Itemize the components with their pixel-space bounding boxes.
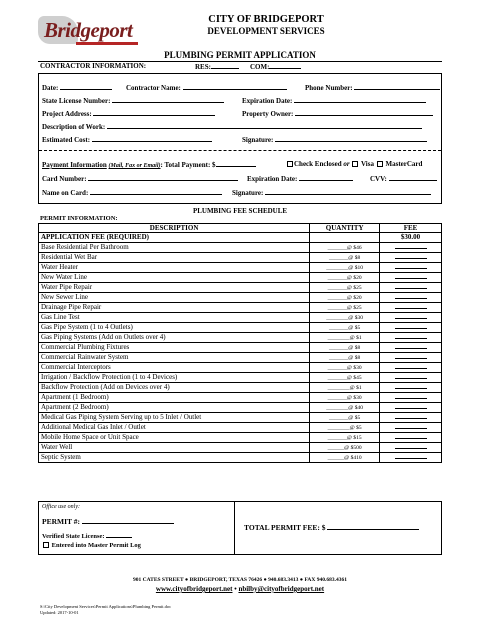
fee-row-quantity[interactable] — [310, 272, 380, 282]
fee-row-quantity[interactable] — [310, 312, 380, 322]
project-address-label: Project Address: — [42, 110, 92, 118]
phone-field[interactable] — [305, 83, 440, 92]
fee-row-description: Medical Gas Piping System Serving up to 5 Inlet / Outlet — [39, 412, 310, 422]
fee-row — [39, 372, 442, 382]
fee-row-description: Additional Medical Gas Inlet / Outlet — [39, 422, 310, 432]
contractor-info-box — [38, 73, 442, 204]
total-permit-fee-label: TOTAL PERMIT FEE: $ — [244, 523, 326, 532]
fee-row-quantity[interactable] — [310, 322, 380, 332]
card-number-label: Card Number: — [42, 175, 87, 183]
signature-field[interactable] — [242, 135, 427, 144]
fee-row-quantity-text: _______@ $5 — [329, 324, 361, 331]
fee-row-quantity[interactable] — [310, 332, 380, 342]
fee-row-quantity[interactable] — [310, 442, 380, 452]
fee-row-description: New Water Line — [39, 272, 310, 282]
fee-row-quantity-text: _______@ $45 — [327, 374, 362, 381]
contractor-name-label: Contractor Name: — [126, 84, 181, 92]
email-link[interactable]: nbilby@cityofbridgeport.net — [238, 585, 325, 593]
fee-row-description: Gas Pipe System (1 to 4 Outlets) — [39, 322, 310, 332]
fee-row-description: Base Residential Per Bathroom — [39, 242, 310, 252]
name-on-card-blank[interactable] — [90, 188, 222, 195]
check-enclosed-checkbox[interactable] — [287, 161, 293, 167]
fee-row-fee[interactable] — [380, 382, 442, 392]
fee-row-fee[interactable] — [380, 372, 442, 382]
fee-row-fee[interactable] — [380, 412, 442, 422]
office-use-label: Office use only: — [42, 504, 80, 510]
fee-row — [39, 282, 442, 292]
fee-row — [39, 392, 442, 402]
card-signature-field[interactable] — [232, 188, 431, 197]
permit-info-label: PERMIT INFORMATION: — [40, 215, 118, 222]
fee-row — [39, 292, 442, 302]
visa-checkbox[interactable] — [352, 161, 358, 167]
fee-row-description: Water Heater — [39, 262, 310, 272]
form-title: PLUMBING PERMIT APPLICATION — [38, 50, 442, 62]
fee-row-fee[interactable] — [380, 312, 442, 322]
city-title: CITY OF BRIDGEPORT — [208, 14, 324, 25]
property-owner-blank[interactable] — [295, 109, 433, 116]
card-number-blank[interactable] — [88, 174, 238, 181]
fee-row-quantity[interactable] — [310, 372, 380, 382]
fee-row-description: Apartment (2 Bedroom) — [39, 402, 310, 412]
fee-row — [39, 312, 442, 322]
fee-row — [39, 362, 442, 372]
application-fee-label: APPLICATION FEE (REQUIRED) — [39, 233, 310, 243]
fee-row-quantity-text: ________@ $10 — [326, 264, 363, 271]
fee-row-fee-blank[interactable] — [395, 443, 427, 449]
logo-underline — [76, 42, 138, 45]
permit-number-blank[interactable] — [82, 517, 174, 524]
fee-row — [39, 382, 442, 392]
fee-row-description: Drainage Pipe Repair — [39, 302, 310, 312]
contractor-label: CONTRACTOR INFORMATION: — [40, 62, 147, 70]
fee-row-fee-blank[interactable] — [395, 273, 427, 279]
card-number-field[interactable] — [42, 174, 238, 183]
fee-row-fee-blank[interactable] — [395, 303, 427, 309]
fee-row — [39, 422, 442, 432]
fee-row-description: Residential Wet Bar — [39, 252, 310, 262]
application-fee-qty — [310, 233, 380, 243]
application-fee-row — [39, 233, 442, 243]
fee-row-fee-blank[interactable] — [395, 313, 427, 319]
master-log-label: Entered into Master Permit Log — [51, 542, 141, 549]
fee-row-quantity[interactable] — [310, 402, 380, 412]
visa-label: Visa — [361, 160, 374, 168]
fee-row — [39, 242, 442, 252]
row-project — [42, 109, 440, 118]
verified-license-field[interactable] — [42, 531, 132, 540]
footer-contact — [0, 585, 480, 593]
fee-row — [39, 332, 442, 342]
fee-row-quantity[interactable] — [310, 292, 380, 302]
fee-row-fee-blank[interactable] — [395, 343, 427, 349]
fee-row — [39, 252, 442, 262]
fee-row-quantity-text: ______@ $410 — [327, 454, 362, 461]
payment-label: Payment Information — [42, 161, 107, 169]
fee-row-description: Gas Piping Systems (Add on Outlets over 4) — [39, 332, 310, 342]
row-date-contractor — [42, 83, 440, 92]
office-use-box — [38, 501, 442, 555]
department-title: DEVELOPMENT SERVICES — [207, 26, 325, 36]
fee-row-quantity[interactable] — [310, 362, 380, 372]
office-box-divider — [234, 502, 235, 554]
fee-row-quantity-text: _______@ $30 — [327, 394, 362, 401]
fee-row-description: Septic System — [39, 452, 310, 462]
permit-number-field[interactable] — [42, 517, 174, 526]
row-license — [42, 96, 440, 105]
fee-row-fee[interactable] — [380, 432, 442, 442]
fee-row-quantity-text: ________@ $5 — [327, 424, 362, 431]
fee-row-fee-blank[interactable] — [395, 393, 427, 399]
license-label: State License Number: — [42, 97, 111, 105]
fee-row — [39, 322, 442, 332]
fee-row-fee[interactable] — [380, 282, 442, 292]
fee-row-quantity[interactable] — [310, 452, 380, 462]
contractor-header — [40, 62, 440, 70]
fee-row-quantity[interactable] — [310, 242, 380, 252]
signature-label: Signature: — [242, 136, 274, 144]
name-on-card-label: Name on Card: — [42, 189, 89, 197]
fee-row-quantity-text: _______@ $20 — [327, 274, 362, 281]
fee-row-quantity[interactable] — [310, 422, 380, 432]
fee-row — [39, 352, 442, 362]
card-signature-blank[interactable] — [265, 188, 431, 195]
date-label: Date: — [42, 84, 59, 92]
fee-row-description: Commercial Interceptors — [39, 362, 310, 372]
com-field[interactable] — [250, 62, 301, 71]
card-signature-label: Signature: — [232, 189, 264, 197]
estimated-cost-label: Estimated Cost: — [42, 136, 91, 144]
fee-row-quantity[interactable] — [310, 252, 380, 262]
fee-row-quantity-text: _______@ $46 — [327, 244, 362, 251]
fee-row-quantity-text: _______@ $20 — [327, 294, 362, 301]
fee-row-quantity-text: _______@ $25 — [327, 304, 362, 311]
mastercard-label: MasterCard — [385, 160, 423, 168]
fee-row-quantity-text: _______@ $30 — [327, 364, 362, 371]
total-payment-label: : Total Payment: $ — [160, 161, 216, 169]
property-owner-field[interactable] — [242, 109, 433, 118]
fee-row-fee-blank[interactable] — [395, 373, 427, 379]
or-label: or — [343, 160, 350, 168]
footer-separator: • — [234, 585, 237, 593]
fee-row-fee-blank[interactable] — [395, 423, 427, 429]
fee-row-fee[interactable] — [380, 352, 442, 362]
header-titles — [0, 14, 480, 37]
file-path — [40, 604, 171, 615]
fee-row-quantity-text: ________@ $1 — [327, 384, 362, 391]
fee-row-quantity-text: _______@ $25 — [327, 284, 362, 291]
fee-row-fee[interactable] — [380, 322, 442, 332]
description-field[interactable] — [42, 122, 422, 131]
fee-row-fee-blank[interactable] — [395, 293, 427, 299]
property-owner-label: Property Owner: — [242, 110, 294, 118]
master-log-field[interactable] — [42, 542, 141, 549]
fee-row-description: Commercial Rainwater System — [39, 352, 310, 362]
application-fee-amount: $30.00 — [380, 233, 442, 243]
row-payment — [42, 160, 440, 169]
total-permit-fee-blank[interactable] — [327, 523, 419, 530]
fee-row — [39, 342, 442, 352]
fee-row-fee[interactable] — [380, 272, 442, 282]
fee-row-fee-blank[interactable] — [395, 253, 427, 259]
verified-license-label: Verified State License: — [42, 533, 105, 540]
payment-options — [286, 160, 422, 168]
fee-row — [39, 302, 442, 312]
license-blank[interactable] — [112, 96, 224, 103]
row-card — [42, 174, 440, 183]
fee-row — [39, 452, 442, 462]
fee-row-quantity[interactable] — [310, 352, 380, 362]
fee-row-fee-blank[interactable] — [395, 263, 427, 269]
expiration-blank[interactable] — [294, 96, 426, 103]
fee-row-quantity-text: _______@ $15 — [327, 434, 362, 441]
fee-row-fee-blank[interactable] — [395, 363, 427, 369]
description-label: Description of Work: — [42, 123, 106, 131]
fee-row-fee-blank[interactable] — [395, 283, 427, 289]
cvv-blank[interactable] — [389, 174, 437, 181]
dashed-separator — [39, 150, 441, 151]
row-cost — [42, 135, 440, 144]
mastercard-checkbox[interactable] — [377, 161, 383, 167]
contractor-name-field[interactable] — [126, 83, 287, 92]
website-link[interactable]: www.cityofbridgeport.net — [155, 585, 233, 593]
fee-row-fee[interactable] — [380, 392, 442, 402]
row-name-on-card — [42, 188, 440, 197]
fee-row-description: Gas Line Test — [39, 312, 310, 322]
fee-row-fee[interactable] — [380, 402, 442, 412]
fee-row-fee[interactable] — [380, 422, 442, 432]
fee-table-header — [39, 224, 442, 233]
date-blank[interactable] — [60, 83, 112, 90]
expiration-label: Expiration Date: — [242, 97, 293, 105]
estimated-cost-field[interactable] — [42, 135, 212, 144]
res-blank[interactable] — [211, 62, 239, 69]
license-field[interactable] — [42, 96, 224, 105]
fee-row-quantity-text: ________@ $30 — [326, 314, 363, 321]
card-expiration-blank[interactable] — [299, 174, 353, 181]
fee-row-fee[interactable] — [380, 362, 442, 372]
fee-row-description: Commercial Plumbing Fixtures — [39, 342, 310, 352]
col-description: DESCRIPTION — [39, 224, 310, 233]
phone-label: Phone Number: — [305, 84, 353, 92]
card-expiration-field[interactable] — [247, 174, 353, 183]
logo-wordmark: Bridgeport — [44, 18, 133, 42]
verified-license-blank[interactable] — [106, 531, 132, 538]
updated-text: Updated: 2017-10-01 — [40, 609, 79, 615]
fee-row-quantity[interactable] — [310, 302, 380, 312]
fee-row-fee-blank[interactable] — [395, 403, 427, 409]
fee-row-quantity-text: ________@ $1 — [327, 334, 362, 341]
fee-row-fee[interactable] — [380, 452, 442, 462]
fee-row-fee[interactable] — [380, 342, 442, 352]
project-address-blank[interactable] — [93, 109, 215, 116]
row-description — [42, 122, 440, 131]
description-blank[interactable] — [107, 122, 422, 129]
permit-number-label: PERMIT #: — [42, 517, 80, 526]
project-address-field[interactable] — [42, 109, 215, 118]
total-permit-fee-field[interactable] — [244, 523, 419, 532]
cvv-field[interactable] — [370, 174, 437, 183]
fee-row-fee-blank[interactable] — [395, 383, 427, 389]
fee-row-description: Water Well — [39, 442, 310, 452]
fee-row-fee-blank[interactable] — [395, 433, 427, 439]
phone-blank[interactable] — [354, 83, 440, 90]
total-payment-blank[interactable] — [216, 160, 256, 167]
signature-blank[interactable] — [275, 135, 427, 142]
fee-row-fee[interactable] — [380, 302, 442, 312]
fee-row-quantity[interactable] — [310, 382, 380, 392]
fee-schedule-title: PLUMBING FEE SCHEDULE — [192, 207, 288, 215]
fee-row — [39, 442, 442, 452]
col-fee: FEE — [380, 224, 442, 233]
fee-row-fee[interactable] — [380, 252, 442, 262]
date-field[interactable] — [42, 83, 112, 92]
fee-row-description: Irrigation / Backflow Protection (1 to 4 Devices) — [39, 372, 310, 382]
fee-row-fee[interactable] — [380, 242, 442, 252]
fee-row — [39, 262, 442, 272]
fee-row-description: Backflow Protection (Add on Devices over 4) — [39, 382, 310, 392]
fee-row-quantity[interactable] — [310, 432, 380, 442]
fee-row-quantity[interactable] — [310, 392, 380, 402]
fee-row-fee-blank[interactable] — [395, 323, 427, 329]
fee-row-quantity-text: ________@ $40 — [326, 404, 363, 411]
fee-row-quantity[interactable] — [310, 262, 380, 272]
fee-row-description: Water Pipe Repair — [39, 282, 310, 292]
fee-row-quantity[interactable] — [310, 412, 380, 422]
fee-row-quantity-text: ______@ $500 — [327, 444, 362, 451]
footer-address: 901 CATES STREET ● BRIDGEPORT, TEXAS 76426 ● 940.683.3413 ● FAX 940.683.4361 — [132, 577, 347, 583]
file-path-text: S:\City Development Services\Permit Applications\Plumbing Permit.doc — [40, 604, 172, 609]
fee-row-quantity[interactable] — [310, 282, 380, 292]
fee-row-description: Apartment (1 Bedroom) — [39, 392, 310, 402]
fee-row-fee-blank[interactable] — [395, 243, 427, 249]
fee-row-fee-blank[interactable] — [395, 333, 427, 339]
fee-row — [39, 432, 442, 442]
col-quantity: QUANTITY — [310, 224, 380, 233]
com-blank[interactable] — [269, 62, 301, 69]
master-log-checkbox[interactable] — [43, 542, 49, 548]
contractor-name-blank[interactable] — [183, 83, 287, 90]
fee-row — [39, 402, 442, 412]
res-field[interactable] — [195, 62, 239, 71]
fee-row-fee-blank[interactable] — [395, 413, 427, 419]
res-label: RES: — [195, 63, 211, 71]
fee-row-fee-blank[interactable] — [395, 453, 427, 459]
fee-row-description: Mobile Home Space or Unit Space — [39, 432, 310, 442]
fee-row-fee[interactable] — [380, 442, 442, 452]
fee-row-fee-blank[interactable] — [395, 353, 427, 359]
estimated-cost-blank[interactable] — [92, 135, 212, 142]
fee-row-fee[interactable] — [380, 292, 442, 302]
fee-row — [39, 272, 442, 282]
fee-row-quantity-text: _______@ $5 — [329, 414, 361, 421]
payment-info — [42, 160, 256, 169]
fee-row-fee[interactable] — [380, 262, 442, 272]
fee-row-description: New Sewer Line — [39, 292, 310, 302]
cvv-label: CVV: — [370, 175, 387, 183]
fee-table — [38, 223, 442, 463]
card-expiration-label: Expiration Date: — [247, 175, 298, 183]
check-enclosed-label: Check Enclosed — [294, 160, 342, 168]
fee-row-fee[interactable] — [380, 332, 442, 342]
fee-row-quantity-text: _______@ $8 — [329, 354, 361, 361]
fee-row — [39, 412, 442, 422]
com-label: COM: — [250, 63, 270, 71]
fee-row-quantity-text: _______@ $8 — [329, 254, 361, 261]
payment-note: (Mail, Fax or Email) — [108, 163, 161, 169]
fee-row-quantity[interactable] — [310, 342, 380, 352]
expiration-field[interactable] — [242, 96, 426, 105]
fee-row-quantity-text: _______@ $8 — [329, 344, 361, 351]
name-on-card-field[interactable] — [42, 188, 222, 197]
